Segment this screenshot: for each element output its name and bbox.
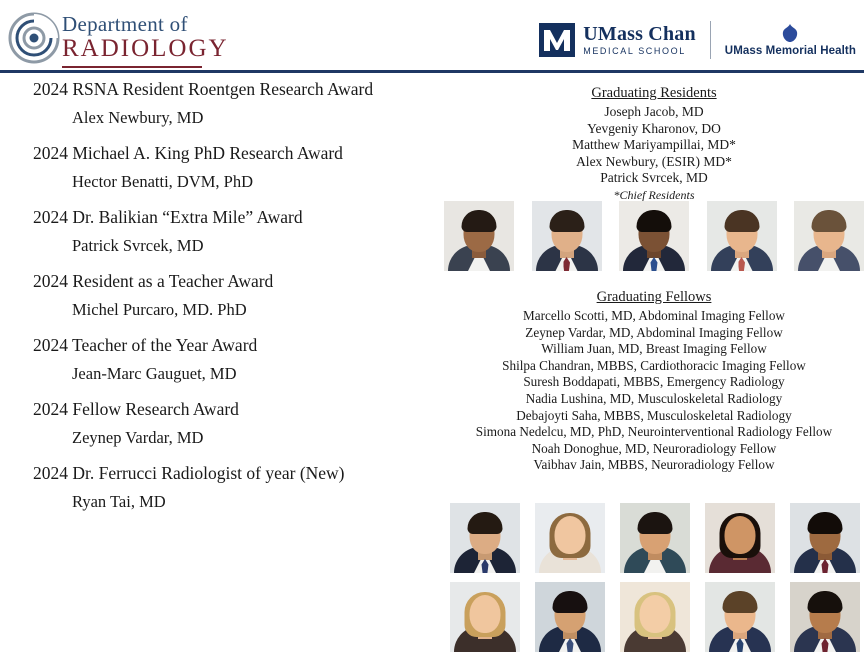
umass-memorial-mark-icon <box>782 24 798 42</box>
award-title: 2024 Fellow Research Award <box>33 399 239 419</box>
department-logo-underline <box>62 66 202 68</box>
resident-photo-5 <box>794 201 864 271</box>
resident-name: Alex Newbury, (ESIR) MD* <box>576 153 732 169</box>
award-title: 2024 Dr. Balikian “Extra Mile” Award <box>33 207 303 227</box>
resident-photo-1 <box>444 201 514 271</box>
award-title: 2024 Teacher of the Year Award <box>33 335 258 355</box>
fellow-name: Simona Nedelcu, MD, PhD, Neurointerventional Radiology Fellow <box>475 424 833 440</box>
fellow-photo-3 <box>620 503 690 573</box>
award-winner: Patrick Svrcek, MD <box>72 236 204 255</box>
award-winner: Zeynep Vardar, MD <box>72 428 204 447</box>
header-divider-rule <box>0 70 864 73</box>
award-item <box>0 334 430 385</box>
graduating-fellows-section <box>444 288 864 474</box>
fellow-name: Shilpa Chandran, MBBS, Cardiothoracic Imaging Fellow <box>502 357 806 373</box>
awards-list <box>0 78 430 526</box>
fellow-name: Marcello Scotti, MD, Abdominal Imaging Fellow <box>523 308 785 323</box>
fellow-name: Noah Donoghue, MD, Neuroradiology Fellow <box>531 440 777 456</box>
fellow-name: Zeynep Vardar, MD, Abdominal Imaging Fellow <box>525 324 783 340</box>
resident-name: Yevgeniy Kharonov, DO <box>587 120 721 136</box>
umass-chan-line1: UMass Chan <box>583 23 696 45</box>
award-winner: Hector Benatti, DVM, PhD <box>72 172 254 191</box>
umass-chan-line2: MEDICAL SCHOOL <box>583 46 686 56</box>
department-logo <box>8 8 248 68</box>
fellows-photo-grid <box>450 503 860 652</box>
resident-photo-4 <box>707 201 777 271</box>
fellows-heading: Graduating Fellows <box>596 289 712 305</box>
award-title: 2024 RSNA Resident Roentgen Research Award <box>33 79 374 99</box>
chief-residents-footnote: *Chief Residents <box>613 187 695 202</box>
umass-chan-monogram-icon <box>539 23 575 57</box>
department-logo-line1: Department of <box>62 12 188 36</box>
fellow-name: Suresh Boddapati, MBBS, Emergency Radiology <box>523 374 785 390</box>
umass-chan-text <box>583 24 696 56</box>
department-logo-line2: RADIOLOGY <box>62 35 229 62</box>
department-logo-text <box>62 12 252 62</box>
fellow-photo-1 <box>450 503 520 573</box>
award-item <box>0 78 430 129</box>
fellow-photo-6 <box>450 582 520 652</box>
fellow-photo-8 <box>620 582 690 652</box>
umass-chan-logo <box>539 23 710 57</box>
fellow-photo-4 <box>705 503 775 573</box>
fellow-photo-9 <box>705 582 775 652</box>
resident-name: Joseph Jacob, MD <box>604 104 704 119</box>
award-winner: Michel Purcaro, MD. PhD <box>72 300 247 319</box>
fellow-photo-10 <box>790 582 860 652</box>
award-item <box>0 398 430 449</box>
award-item <box>0 462 430 513</box>
award-winner: Alex Newbury, MD <box>72 108 204 127</box>
award-winner: Ryan Tai, MD <box>72 492 166 511</box>
page-header <box>0 0 864 72</box>
award-title: 2024 Resident as a Teacher Award <box>33 271 274 291</box>
fellow-name: Debajoyti Saha, MBBS, Musculoskeletal Radiology <box>516 407 792 423</box>
resident-name: Matthew Mariyampillai, MD* <box>572 137 736 152</box>
fellow-name: Vaibhav Jain, MBBS, Neuroradiology Fellow <box>533 457 775 473</box>
fellow-photo-5 <box>790 503 860 573</box>
fellow-name: Nadia Lushina, MD, Musculoskeletal Radiology <box>525 390 783 406</box>
award-item <box>0 206 430 257</box>
umass-memorial-label: UMass Memorial Health <box>724 44 856 57</box>
award-item <box>0 270 430 321</box>
award-item <box>0 142 430 193</box>
umass-logos <box>539 16 856 64</box>
fellow-photo-2 <box>535 503 605 573</box>
resident-photo-2 <box>532 201 602 271</box>
resident-name: Patrick Svrcek, MD <box>600 170 708 185</box>
radiology-spiral-icon <box>8 12 60 64</box>
residents-heading: Graduating Residents <box>591 85 717 101</box>
award-winner: Jean-Marc Gauguet, MD <box>72 364 237 383</box>
residents-photo-strip <box>444 201 864 271</box>
award-title: 2024 Dr. Ferrucci Radiologist of year (New) <box>33 463 345 483</box>
graduating-residents-section <box>444 84 864 204</box>
award-title: 2024 Michael A. King PhD Research Award <box>33 143 343 163</box>
umass-memorial-logo <box>711 24 856 57</box>
fellow-photo-7 <box>535 582 605 652</box>
resident-photo-3 <box>619 201 689 271</box>
fellow-name: William Juan, MD, Breast Imaging Fellow <box>541 341 767 357</box>
